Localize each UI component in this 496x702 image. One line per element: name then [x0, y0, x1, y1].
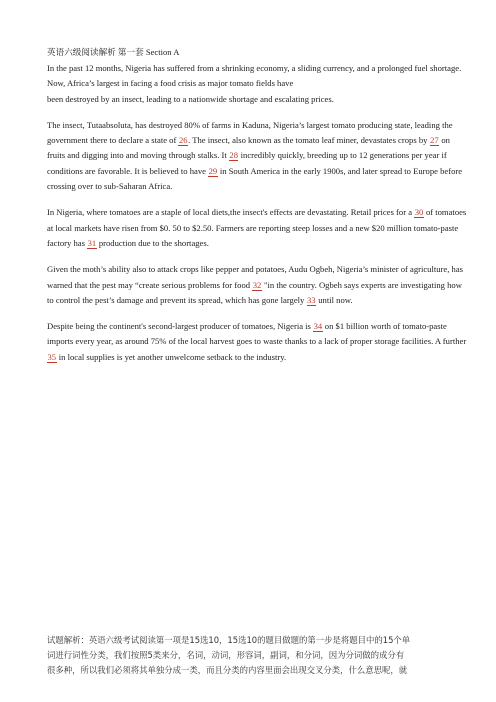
blank-number: 33: [307, 294, 316, 305]
blank-number: 32: [252, 279, 262, 290]
document-heading: 英语六级阅读解析 第一套 Section A: [47, 47, 180, 57]
analysis-line: 词进行词性分类，我们按照5类来分，名词，动词，形容词，副词，和分词，因为分词做的成分有: [47, 650, 405, 660]
paragraph-text: The insect, Tutaabsoluta, has destroyed 80% of farms in Kaduna, Nigeria’s largest tomato producing state, leading the government there to declare a state of: [47, 119, 453, 146]
blank-number: 31: [87, 237, 97, 248]
paragraph-text: production due to the shortages.: [96, 237, 209, 248]
paragraph-text: . The insect, also known as the tomato leaf miner, devastates crops by: [188, 135, 430, 146]
paragraph-text: on fruits and digging into and moving through stalks. It: [47, 135, 450, 161]
paragraph-text: in local supplies is yet another unwelcome setback to the industry.: [56, 351, 287, 362]
analysis-line: 试题解析：英语六级考试阅读第一项是15选10，15选10的题目做题的第一步是将题目中的15个单: [47, 635, 411, 645]
paragraph-text: "in the country. Ogbeh says experts are investigating how to control the pest’s damage and prevent its spread, which has gone largely: [47, 279, 462, 305]
paragraph-text: been destroyed by an insect, leading to a nationwide shortage and escalating prices.: [47, 93, 334, 104]
paragraph-text: incredibly quickly, breeding up to 12 generations per year if conditions are favorable. It is believed to have: [47, 150, 447, 176]
passage-paragraph: [47, 319, 467, 365]
analysis-line: 很多种，所以我们必须将其单独分成一类，而且分类的内容里面会出现交叉分类，什么意思呢，就: [47, 665, 408, 675]
blank-number: 34: [313, 321, 323, 332]
paragraph-text: on $1 billion worth of tomato-paste imports every year, as around 75% of the local harvest goes to waste thanks to a lack of proper storage facilities. A further: [47, 321, 467, 347]
passage-paragraph: [47, 118, 467, 194]
blank-number: 28: [229, 150, 238, 161]
blank-number: 26: [178, 135, 188, 146]
paragraph-text: in South America in the early 1900s, and later spread to Europe before crossing over to sub-Saharan Africa.: [47, 165, 463, 192]
paragraph-text: In the past 12 months, Nigeria has suffered from a shrinking economy, a sliding currency, and a prolonged fuel shortage. Now, Africa’s largest in facing a food crisis as major tomato fields have: [47, 63, 462, 89]
blank-number: 27: [430, 135, 439, 146]
paragraph-text: Despite being the continent's second-largest producer of tomatoes, Nigeria is: [47, 321, 314, 332]
paragraph-text: until now.: [316, 294, 353, 305]
analysis-section: [47, 633, 467, 678]
blank-number: 30: [414, 207, 424, 218]
passage-paragraph: [47, 205, 467, 251]
blank-number: 29: [208, 165, 218, 176]
passage-paragraph: [47, 61, 467, 107]
passage-paragraph: [47, 262, 467, 308]
paragraph-text: In Nigeria, where tomatoes are a staple of local diets,the insect's effects are devastating. Retail prices for a: [47, 207, 415, 218]
passage-body: [47, 61, 467, 376]
blank-number: 35: [47, 351, 57, 362]
paragraph-text: of tomatoes at local markets have risen from $0. 50 to $2.50. Farmers are reporting steep losses and a new $20 million tomato-paste factory has: [47, 207, 467, 248]
paragraph-text: Given the moth’s ability also to attack crops like pepper and potatoes, Audu Ogbeh, Nigeria’s minister of agriculture, has warned that the pest may “create serious problems for food: [47, 264, 463, 290]
